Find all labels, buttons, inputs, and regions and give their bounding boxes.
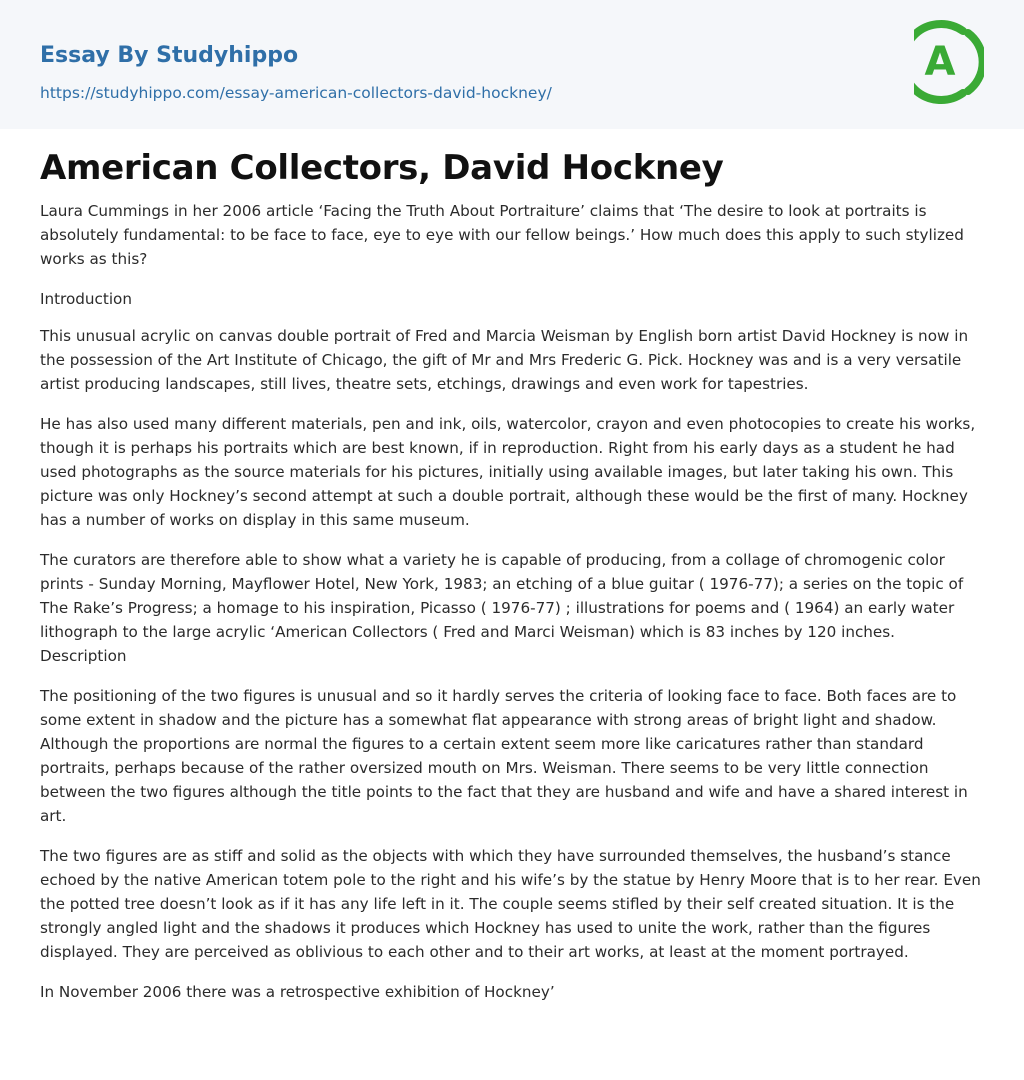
essay-paragraph: The curators are therefore able to show what a variety he is capable of producing, from a collage of chromogenic color prints - Sunday Morning, Mayflower Hotel, New York, 1983; an etching of a blue guitar ( 1976-77); a series on the topic of The Rake’s Progress; a homage to his inspiration, Picasso ( 1976-77) ; illustrations for poems and ( 1964) an early water lithograph to the large acrylic ‘American Collectors ( Fred and Marci Weisman) which is 83 inches by 120 inches. Description	[40, 551, 964, 665]
essay-title: American Collectors, David Hockney	[40, 148, 724, 188]
section-heading-introduction: Introduction	[40, 290, 132, 308]
logo-letter: A	[924, 39, 956, 85]
essay-paragraph: In November 2006 there was a retrospective exhibition of Hockney’	[40, 983, 555, 1001]
essay-content	[0, 146, 1024, 1004]
essay-paragraph: The two figures are as stiff and solid as the objects with which they have surrounded themselves, the husband’s stance echoed by the native American totem pole to the right and his wife’s by the statue by Henry Moore that is to her rear. Even the potted tree doesn’t look as if it has any life left in it. The couple seems stifled by their self created situation. It is the strongly angled light and the shadows it produces which Hockney has used to unite the work, rather than the figures displayed. They are perceived as oblivious to each other and to their art works, at least at the moment portrayed.	[40, 847, 981, 961]
essay-paragraph: He has also used many different materials, pen and ink, oils, watercolor, crayon and even photocopies to create his works, though it is perhaps his portraits which are best known, if in reproduction. Right from his early days as a student he had used photographs as the source materials for his pictures, initially using available images, but later taking his own. This picture was only Hockney’s second attempt at such a double portrait, although these would be the first of many. Hockney has a number of works on display in this same museum.	[40, 415, 976, 529]
site-header	[0, 0, 1024, 129]
studyhippo-logo-icon[interactable]	[914, 19, 984, 105]
essay-url-link[interactable]: https://studyhippo.com/essay-american-collectors-david-hockney/	[40, 84, 552, 102]
essay-paragraph: The positioning of the two figures is unusual and so it hardly serves the criteria of looking face to face. Both faces are to some extent in shadow and the picture has a somewhat flat appearance with strong areas of bright light and shadow. Although the proportions are normal the figures to a certain extent seem more like caricatures rather than standard portraits, perhaps because of the rather oversized mouth on Mrs. Weisman. There seems to be very little connection between the two figures although the title points to the fact that they are husband and wife and have a shared interest in art.	[40, 687, 968, 825]
intro-quote-paragraph: Laura Cummings in her 2006 article ‘Facing the Truth About Portraiture’ claims that ‘The desire to look at portraits is absolutely fundamental: to be face to face, eye to eye with our fellow beings.’ How much does this apply to such stylized works as this?	[40, 202, 964, 268]
essay-paragraph: This unusual acrylic on canvas double portrait of Fred and Marcia Weisman by English born artist David Hockney is now in the possession of the Art Institute of Chicago, the gift of Mr and Mrs Frederic G. Pick. Hockney was and is a very versatile artist producing landscapes, still lives, theatre sets, etchings, drawings and even work for tapestries.	[40, 327, 969, 393]
site-title[interactable]: Essay By Studyhippo	[40, 43, 299, 68]
